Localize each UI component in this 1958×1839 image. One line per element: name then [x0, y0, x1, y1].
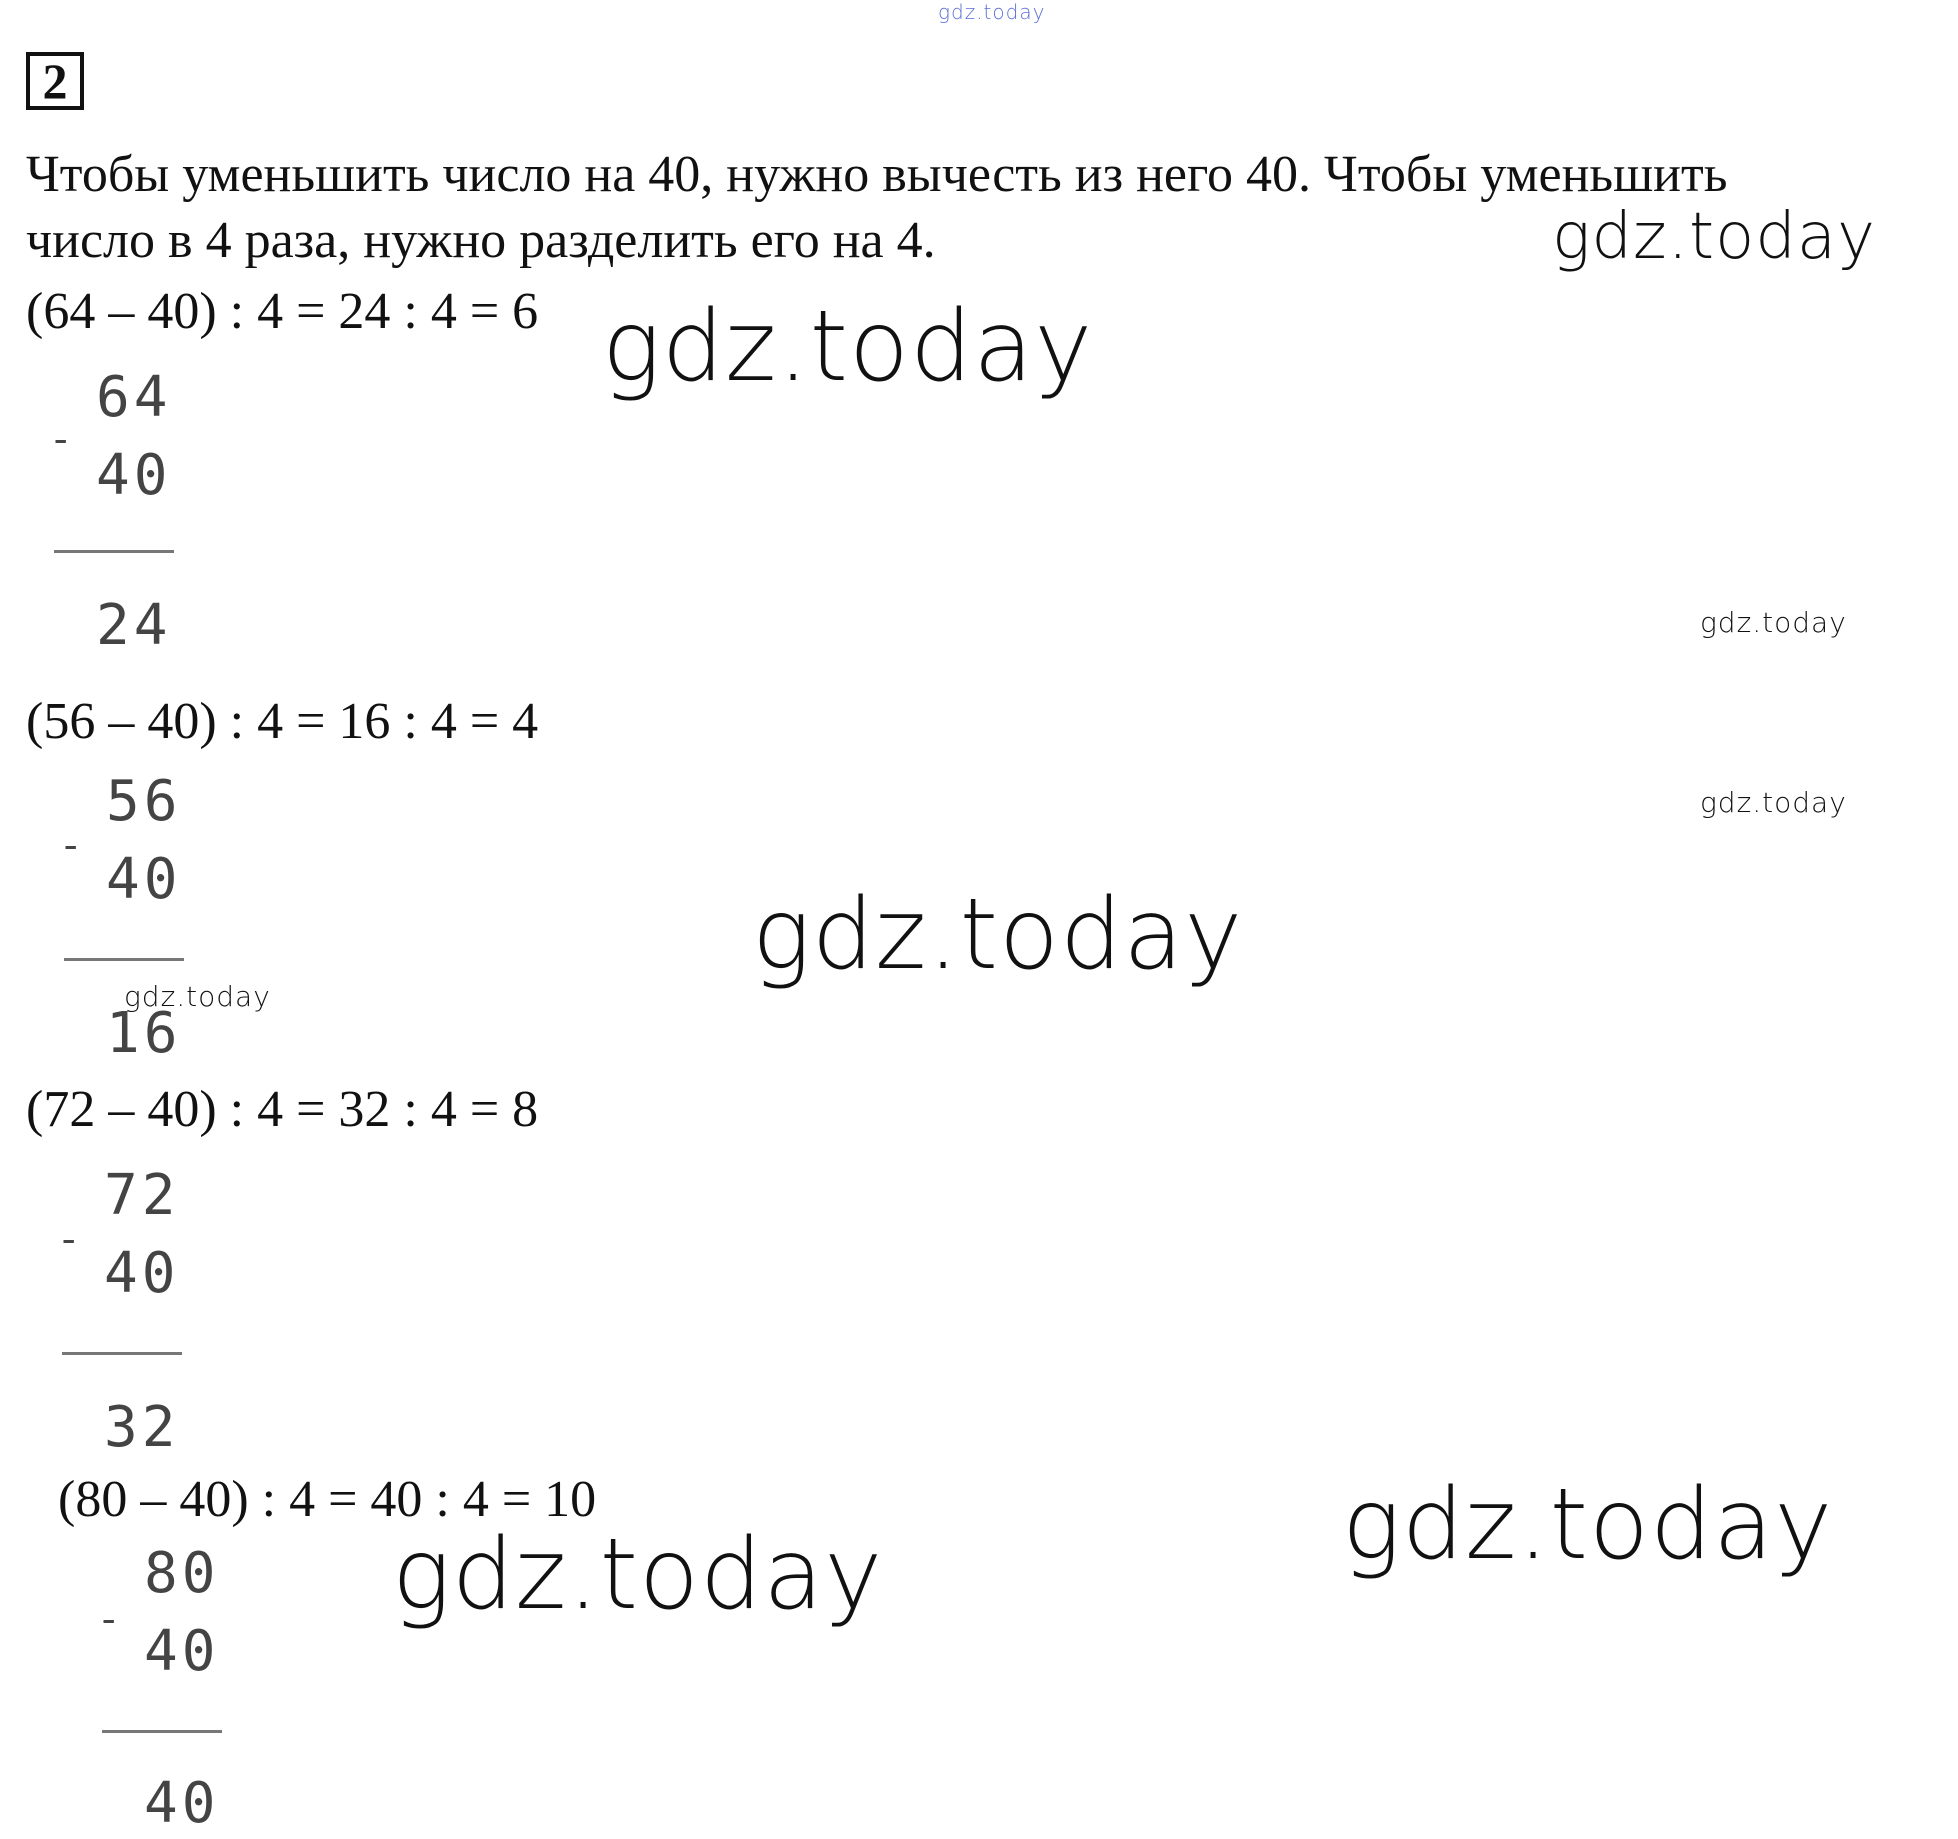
- example-2-minuend: 56: [106, 769, 182, 834]
- example-4-result-line: [102, 1730, 222, 1733]
- watermark-small-2: gdz.today: [1700, 786, 1847, 819]
- example-3-difference: 32: [104, 1395, 180, 1460]
- watermark-large-4: gdz.today: [1342, 1468, 1834, 1582]
- example-4-subtrahend: 40: [144, 1619, 220, 1684]
- example-1-expression: (64 – 40) : 4 = 24 : 4 = 6: [26, 283, 539, 340]
- example-3-minuend: 72: [104, 1163, 180, 1228]
- example-3-minus-sign: -: [62, 1215, 76, 1260]
- example-4-expression: (80 – 40) : 4 = 40 : 4 = 10: [58, 1471, 597, 1528]
- example-1-difference: 24: [96, 593, 172, 658]
- example-1-minuend: 64: [96, 365, 172, 430]
- example-3-result-line: [62, 1352, 182, 1355]
- intro-line-1: Чтобы уменьшить число на 40, нужно вычесть из него 40. Чтобы уменьшить: [26, 146, 1728, 203]
- task-number-box: 2: [26, 52, 84, 110]
- watermark-small-3: gdz.today: [124, 980, 271, 1013]
- example-2-expression: (56 – 40) : 4 = 16 : 4 = 4: [26, 693, 539, 750]
- example-1-subtrahend: 40: [96, 443, 172, 508]
- intro-line-2: число в 4 раза, нужно разделить его на 4.: [26, 212, 936, 269]
- watermark-large-1: gdz.today: [1552, 200, 1876, 274]
- watermark-top: gdz.today: [938, 0, 1046, 24]
- example-3-expression: (72 – 40) : 4 = 32 : 4 = 8: [26, 1081, 539, 1138]
- example-1-minus-sign: -: [54, 415, 68, 460]
- example-1-result-line: [54, 550, 174, 553]
- example-3-subtrahend: 40: [104, 1241, 180, 1306]
- watermark-large-5: gdz.today: [392, 1518, 884, 1632]
- example-4-minuend: 80: [144, 1541, 220, 1606]
- example-4-difference: 40: [144, 1771, 220, 1836]
- watermark-large-2: gdz.today: [602, 290, 1094, 404]
- example-2-subtrahend: 40: [106, 847, 182, 912]
- example-4-minus-sign: -: [102, 1595, 116, 1640]
- example-2-minus-sign: -: [64, 821, 78, 866]
- watermark-small-1: gdz.today: [1700, 606, 1847, 639]
- example-2-difference: 16: [106, 1001, 182, 1066]
- example-2-result-line: [64, 958, 184, 961]
- watermark-large-3: gdz.today: [752, 878, 1244, 992]
